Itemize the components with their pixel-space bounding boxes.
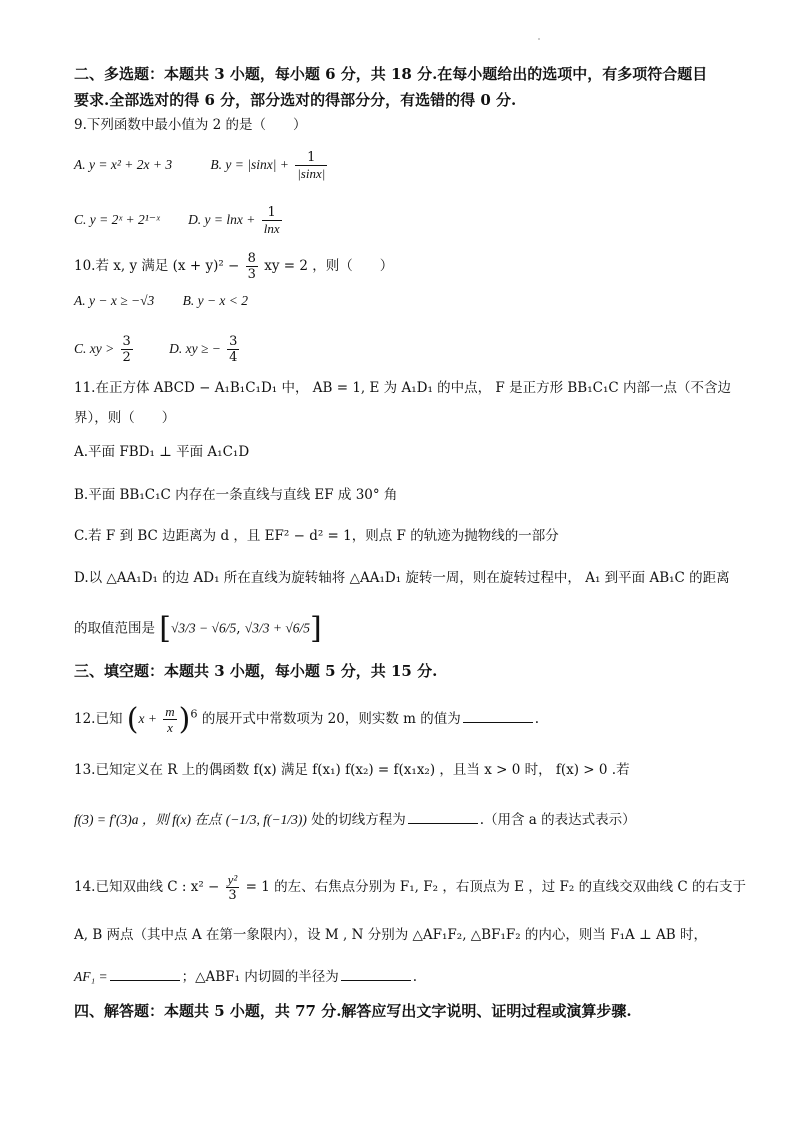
q11-stem-line2: 界），则（ ） xyxy=(74,410,176,426)
q9-stem: 9.下列函数中最小值为 2 的是（ ） xyxy=(74,117,307,133)
q9-option-d xyxy=(188,205,284,236)
q9-d-denominator: lnx xyxy=(263,221,280,236)
q10-options-cd xyxy=(74,334,241,365)
q14-end: . xyxy=(412,969,418,985)
section2-header-line1: 二、多选题：本题共 3 小题，每小题 6 分，共 18 分.在每小题给出的选项中，有多项符合题目 xyxy=(74,65,708,83)
q11-option-b: B.平面 BB₁C₁C 内存在一条直线与直线 EF 成 30° 角 xyxy=(74,487,398,503)
q9-options-cd xyxy=(74,205,284,236)
q10-c-numerator: 3 xyxy=(122,334,131,349)
q10-option-d-text: D. xy ≥ − xyxy=(169,341,221,356)
q11-option-d-line1: D.以 △AA₁D₁ 的边 AD₁ 所在直线为旋转轴将 △AA₁D₁ 旋转一周，则在旋转过程中， A₁ 到平面 AB₁C 的距离 xyxy=(74,570,730,586)
q9-option-a: A. y = x² + 2x + 3 xyxy=(74,157,173,172)
q13-line2 xyxy=(74,809,636,830)
q11-d-range-left: √3/3 − √6/5 xyxy=(171,620,237,636)
q10-stem-numerator: 8 xyxy=(247,251,256,266)
q9-option-c: C. y = 2ˣ + 2¹⁻ˣ xyxy=(74,212,160,227)
q10-stem-suffix: xy = 2 ，则（ ） xyxy=(264,258,394,274)
q9-option-d-text: D. y = lnx + xyxy=(188,212,256,227)
q11-d-range-right: √3/3 + √6/5 xyxy=(244,620,310,636)
q14-line2: A, B 两点（其中点 A 在第一象限内），设 M , N 分别为 △AF₁F₂, △BF₁F₂ 的内心，则当 F₁A ⊥ AB 时， xyxy=(74,927,707,943)
section4-header: 四、解答题：本题共 5 小题，共 77 分.解答应写出文字说明、证明过程或演算步骤. xyxy=(74,1002,632,1020)
q13-line1: 13.已知定义在 R 上的偶函数 f(x) 满足 f(x₁) f(x₂) = f(x₁x₂) ，且当 x > 0 时， f(x) > 0 .若 xyxy=(74,762,630,778)
q11-option-a: A.平面 FBD₁ ⊥ 平面 A₁C₁D xyxy=(74,444,250,460)
q12: 12.已知 (x + $\frac{m}{x}$ )$^6$ 的展开式中常数项为 20，则实数 m 的值为 . xyxy=(74,701,540,737)
q11-d-range-label: 的取值范围是 xyxy=(74,620,155,637)
q10-option-a: A. y − x ≥ −√3 xyxy=(74,293,155,308)
q14-denominator: 3 xyxy=(228,888,237,903)
q10-options-ab xyxy=(74,291,248,311)
q10-c-denominator: 2 xyxy=(122,350,131,365)
q13-point: (−1/3, f(−1/3)) xyxy=(225,812,307,827)
q10-option-b: B. y − x < 2 xyxy=(182,293,249,308)
q10-stem xyxy=(74,251,393,282)
q13-line2-suffix: .（用含 a 的表达式表示） xyxy=(479,812,636,828)
q13-line2-prefix: f(3) = f′(3)a ，则 f(x) 在点 xyxy=(74,812,222,827)
q10-d-denominator: 4 xyxy=(229,350,238,365)
q9-b-numerator: 1 xyxy=(295,150,327,166)
q10-stem-prefix: 10.若 x, y 满足 (x + y)² − xyxy=(74,258,240,274)
q11-option-c: C.若 F 到 BC 边距离为 d ，且 EF² − d² = 1，则点 F 的轨迹为抛物线的一部分 xyxy=(74,528,559,544)
q11-stem-line1: 11.在正方体 ABCD − A₁B₁C₁D₁ 中， AB = 1, E 为 A₁D₁ 的中点， F 是正方形 BB₁C₁C 内部一点（不含边 xyxy=(74,380,731,396)
q10-option-c-text: C. xy > xyxy=(74,341,115,356)
q12-prefix: 12.已知 xyxy=(74,711,123,727)
section2-header-line2: 要求.全部选对的得 6 分，部分选对的得部分分，有选错的得 0 分. xyxy=(74,91,517,109)
q14-line3 xyxy=(74,966,417,987)
section3-header: 三、填空题：本题共 3 小题，每小题 5 分，共 15 分. xyxy=(74,662,438,680)
q14-numerator: y² xyxy=(227,872,238,887)
q14-line1-suffix: = 1 的左、右焦点分别为 F₁, F₂ ，右顶点为 E ，过 F₂ 的直线交双曲线 C 的右支于 xyxy=(245,879,747,895)
q12-answer-blank[interactable] xyxy=(463,708,533,723)
q12-suffix: 的展开式中常数项为 20，则实数 m 的值为 xyxy=(201,711,461,727)
q14-radius-label: ；△ABF₁ 内切圆的半径为 xyxy=(181,969,339,985)
page-mark xyxy=(538,38,540,40)
q13-answer-blank[interactable] xyxy=(408,809,478,824)
q9-option-b xyxy=(210,150,329,181)
q14-af1-label: AF₁ = xyxy=(74,969,108,984)
q9-b-denominator: |sinx| xyxy=(297,166,326,181)
q9-options-ab xyxy=(74,150,329,181)
q12-expr: x + xyxy=(138,711,157,726)
q10-stem-denominator: 3 xyxy=(247,267,256,282)
q14-line1-prefix: 14.已知双曲线 C : x² − xyxy=(74,879,220,895)
q14-line1 xyxy=(74,872,746,903)
q12-numerator: m xyxy=(165,704,175,719)
q12-denominator: x xyxy=(167,720,173,735)
q11-option-d-line2: 的取值范围是 [√3/3 − √6/5, √3/3 + √6/5] xyxy=(74,611,322,646)
q9-d-numerator: 1 xyxy=(262,205,282,221)
q13-line2-mid: 处的切线方程为 xyxy=(311,812,406,828)
q10-d-numerator: 3 xyxy=(229,334,238,349)
q14-answer-blank-2[interactable] xyxy=(341,966,411,981)
q12-exponent: 6 xyxy=(190,707,198,721)
q12-end: . xyxy=(534,711,540,727)
q14-answer-blank-1[interactable] xyxy=(110,966,180,981)
q10-option-d xyxy=(169,334,241,365)
q9-option-b-text: B. y = |sinx| + xyxy=(210,157,289,172)
q10-option-c xyxy=(74,334,135,365)
